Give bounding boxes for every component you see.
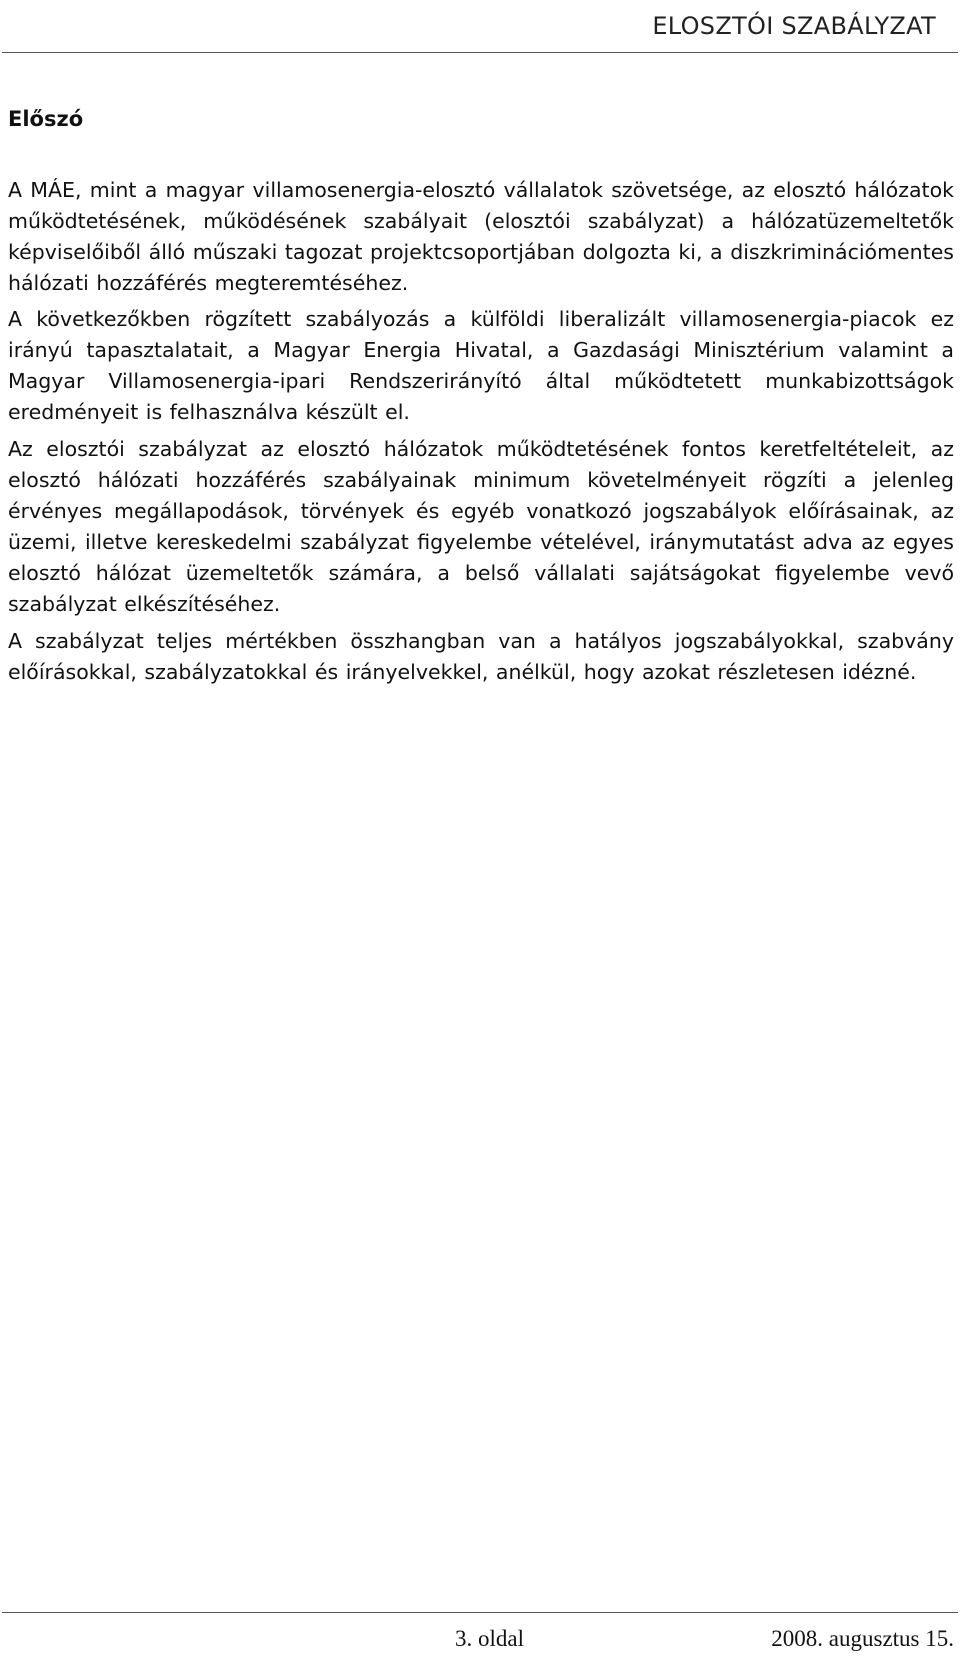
page-header [0, 0, 960, 56]
document-body [8, 104, 954, 688]
paragraph: A következőkben rögzített szabályozás a külföldi liberalizált villamosenergia-piacok ez irányú tapasztalatait, a Magyar Energia Hivatal, a Gazdasági Minisztérium valamint a Magyar Villamosenergia-ipari Rendszerirányító által működtetett munkabizottságok eredményeit is felhasználva készült el. [8, 307, 954, 424]
document-title: ELOSZTÓI SZABÁLYZAT [652, 12, 936, 40]
header-divider [2, 52, 958, 53]
paragraph: A szabályzat teljes mértékben összhangban van a hatályos jogszabályokkal, szabvány előírásokkal, szabályzatokkal és irányelvekkel, anélkül, hogy azokat részletesen idézné. [8, 629, 954, 684]
paragraph: Az elosztói szabályzat az elosztó hálózatok működtetésének fontos keretfeltételeit, az elosztó hálózati hozzáférés szabályainak minimum követelményeit rögzíti a jelenleg érvényes megállapodások, törvények és egyéb vonatkozó jogszabályok előírásainak, az üzemi, illetve kereskedelmi szabályzat figyelembe vételével, iránymutatást adva az egyes elosztó hálózat üzemeltetők számára, a belső vállalati sajátságokat figyelembe vevő szabályzat elkészítéséhez. [8, 437, 954, 616]
paragraph: A MÁE, mint a magyar villamosenergia-elosztó vállalatok szövetsége, az elosztó hálózatok működtetésének, működésének szabályait (elosztói szabályzat) a hálózatüzemeltetők képviselőiből álló műszaki tagozat projektcsoportjában dolgozta ki, a diszkriminációmentes hálózati hozzáférés megteremtéséhez. [8, 178, 954, 295]
document-date: 2008. augusztus 15. [771, 1626, 954, 1651]
page-footer [0, 1612, 960, 1675]
section-heading: Előszó [8, 107, 84, 131]
page-number: 3. oldal [455, 1626, 524, 1651]
footer-divider [2, 1612, 958, 1613]
